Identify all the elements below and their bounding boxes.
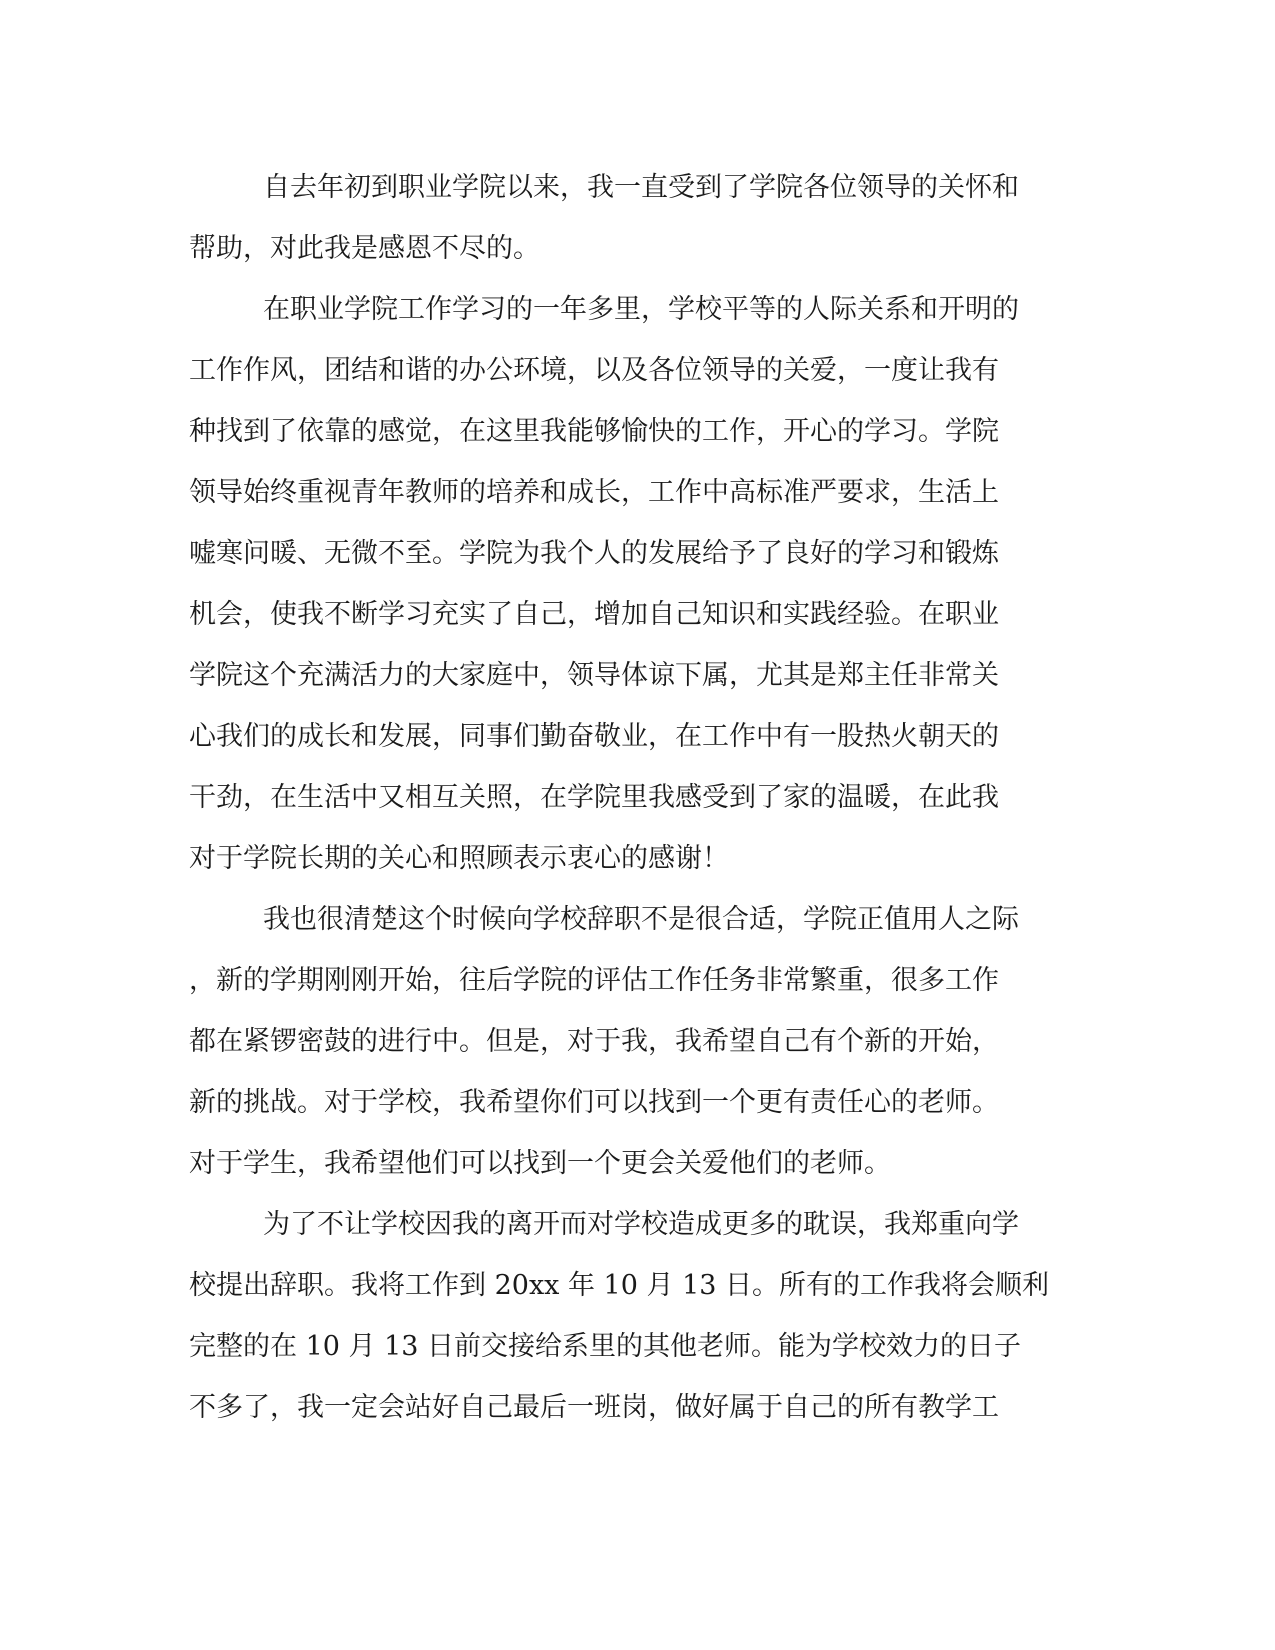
text-line: 不多了，我一定会站好自己最后一班岗，做好属于自己的所有教学工 <box>189 1392 999 1423</box>
text-line: 为了不让学校因我的离开而对学校造成更多的耽误，我郑重向学 <box>263 1209 1019 1240</box>
document-body <box>189 157 1079 1438</box>
text-line: 领导始终重视青年教师的培养和成长，工作中高标准严要求，生活上 <box>189 477 999 508</box>
text-line: 嘘寒问暖、无微不至。学院为我个人的发展给予了良好的学习和锻炼 <box>189 538 999 569</box>
text-line: 自去年初到职业学院以来，我一直受到了学院各位领导的关怀和 <box>263 172 1019 203</box>
paragraph-3 <box>189 889 1079 1194</box>
text-line: 我也很清楚这个时候向学校辞职不是很合适，学院正值用人之际 <box>263 904 1019 935</box>
text-line: 工作作风，团结和谐的办公环境，以及各位领导的关爱，一度让我有 <box>189 355 999 386</box>
text-line: 校提出辞职。我将工作到 20xx 年 10 月 13 日。所有的工作我将会顺利 <box>189 1270 1050 1301</box>
text-line: 在职业学院工作学习的一年多里，学校平等的人际关系和开明的 <box>263 294 1019 325</box>
text-line: 新的挑战。对于学校，我希望你们可以找到一个更有责任心的老师。 <box>189 1087 999 1118</box>
text-line: 学院这个充满活力的大家庭中，领导体谅下属，尤其是郑主任非常关 <box>189 660 999 691</box>
paragraph-1 <box>189 157 1079 279</box>
text-line: 都在紧锣密鼓的进行中。但是，对于我，我希望自己有个新的开始， <box>189 1026 999 1057</box>
text-line: 种找到了依靠的感觉，在这里我能够愉快的工作，开心的学习。学院 <box>189 416 999 447</box>
text-line: 完整的在 10 月 13 日前交接给系里的其他老师。能为学校效力的日子 <box>189 1331 1022 1362</box>
text-line: 机会，使我不断学习充实了自己，增加自己知识和实践经验。在职业 <box>189 599 999 630</box>
text-line: 帮助，对此我是感恩不尽的。 <box>189 233 540 264</box>
paragraph-4 <box>189 1194 1079 1438</box>
paragraph-2 <box>189 279 1079 889</box>
text-line: 对于学院长期的关心和照顾表示衷心的感谢！ <box>189 843 729 874</box>
text-line: ，新的学期刚刚开始，往后学院的评估工作任务非常繁重，很多工作 <box>189 965 999 996</box>
text-line: 干劲，在生活中又相互关照，在学院里我感受到了家的温暖，在此我 <box>189 782 999 813</box>
text-line: 心我们的成长和发展，同事们勤奋敬业，在工作中有一股热火朝天的 <box>189 721 999 752</box>
text-line: 对于学生，我希望他们可以找到一个更会关爱他们的老师。 <box>189 1148 891 1179</box>
